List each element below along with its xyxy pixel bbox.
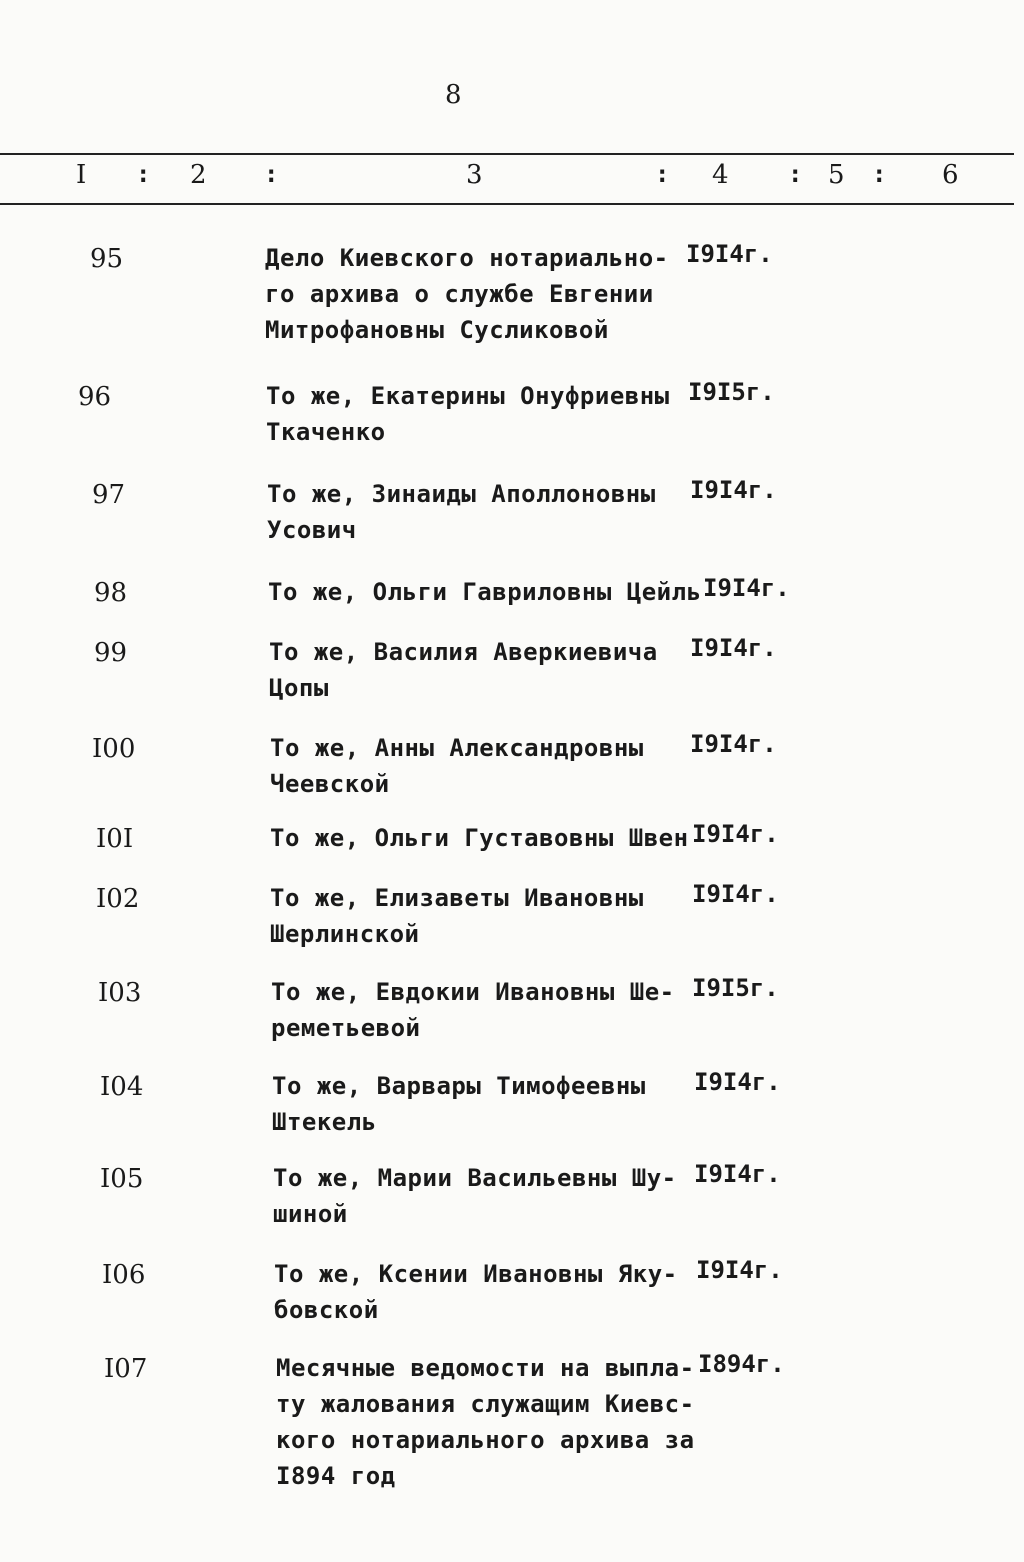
column-6-label: 6 <box>942 160 959 190</box>
item-description-line: Ткаченко <box>266 418 386 446</box>
item-number: I0I <box>96 824 134 854</box>
column-1-label: I <box>76 160 87 190</box>
item-description-line: ту жалования служащим Киевс- <box>276 1390 695 1418</box>
column-separator: : <box>264 160 279 188</box>
header-top-rule <box>0 153 1014 155</box>
item-description-line: То же, Зинаиды Аполлоновны <box>267 480 656 508</box>
item-description-line: Месячные ведомости на выпла- <box>276 1354 695 1382</box>
item-description-line: реметьевой <box>271 1014 421 1042</box>
page-number: 8 <box>445 80 462 110</box>
item-number: I00 <box>92 734 136 764</box>
column-5-label: 5 <box>828 160 845 190</box>
item-number: I03 <box>98 978 142 1008</box>
item-description-line: шиной <box>273 1200 348 1228</box>
item-number: 98 <box>94 578 128 608</box>
item-description-line: Чеевской <box>270 770 390 798</box>
item-date: I9I4г. <box>686 240 773 268</box>
item-description-line: То же, Марии Васильевны Шу- <box>273 1164 677 1192</box>
item-description-line: бовской <box>274 1296 379 1324</box>
column-separator: : <box>655 160 670 188</box>
item-description-line: То же, Анны Александровны <box>270 734 644 762</box>
item-description-line: То же, Ксении Ивановны Яку- <box>274 1260 678 1288</box>
column-2-label: 2 <box>190 160 207 190</box>
item-date: I894г. <box>698 1350 785 1378</box>
item-number: 95 <box>90 244 124 274</box>
item-number: I04 <box>100 1072 144 1102</box>
column-separator: : <box>872 160 887 188</box>
item-date: I9I4г. <box>690 730 777 758</box>
item-description-line: То же, Екатерины Онуфриевны <box>266 382 670 410</box>
item-date: I9I4г. <box>703 574 790 602</box>
item-date: I9I4г. <box>694 1068 781 1096</box>
item-description-line: Цопы <box>269 674 329 702</box>
item-description-line: То же, Ольги Гавриловны Цейль <box>268 578 702 606</box>
item-date: I9I5г. <box>692 974 779 1002</box>
item-number: I02 <box>96 884 140 914</box>
item-description-line: го архива о службе Евгении <box>265 280 654 308</box>
item-description-line: I894 год <box>276 1462 396 1490</box>
header-bottom-rule <box>0 203 1014 205</box>
item-number: 97 <box>92 480 126 510</box>
item-date: I9I4г. <box>696 1256 783 1284</box>
item-date: I9I4г. <box>690 634 777 662</box>
item-description-line: То же, Елизаветы Ивановны <box>270 884 644 912</box>
item-description-line: То же, Варвары Тимофеевны <box>272 1072 646 1100</box>
item-description-line: кого нотариального архива за <box>276 1426 695 1454</box>
item-date: I9I4г. <box>694 1160 781 1188</box>
item-date: I9I4г. <box>690 476 777 504</box>
item-number: I07 <box>104 1354 148 1384</box>
item-description-line: Митрофановны Сусликовой <box>265 316 609 344</box>
column-3-label: 3 <box>466 160 483 190</box>
item-description-line: То же, Евдокии Ивановны Ше- <box>271 978 675 1006</box>
item-number: I05 <box>100 1164 144 1194</box>
column-separator: : <box>136 160 151 188</box>
item-date: I9I4г. <box>692 820 779 848</box>
column-4-label: 4 <box>712 160 729 190</box>
item-description-line: То же, Василия Аверкиевича <box>269 638 658 666</box>
item-date: I9I5г. <box>688 378 775 406</box>
item-description-line: Шерлинской <box>270 920 420 948</box>
item-number: 99 <box>94 638 128 668</box>
item-date: I9I4г. <box>692 880 779 908</box>
column-separator: : <box>788 160 803 188</box>
item-number: 96 <box>78 382 112 412</box>
item-description-line: Дело Киевского нотариально- <box>265 244 669 272</box>
item-description-line: Штекель <box>272 1108 377 1136</box>
item-description-line: Усович <box>267 516 357 544</box>
item-number: I06 <box>102 1260 146 1290</box>
item-description-line: То же, Ольги Густавовны Швен <box>270 824 689 852</box>
